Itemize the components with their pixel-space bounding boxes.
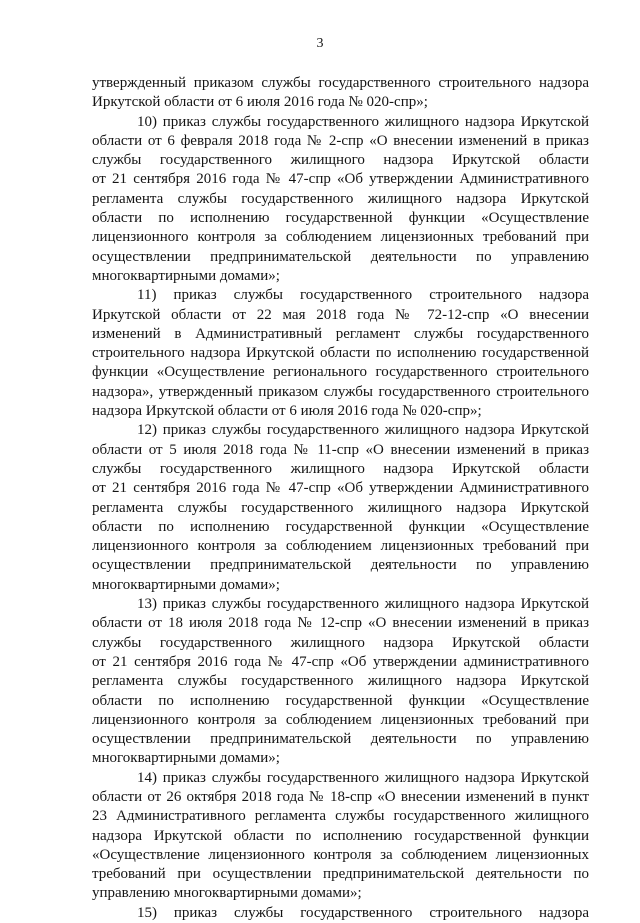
text-line: службы государственного жилищного надзора Иркутской области — [92, 152, 589, 169]
text-line: области от 5 июля 2018 года № 11-спр «О внесении изменений в приказ — [92, 441, 589, 458]
text-line: 23 Административного регламента службы государственного жилищного — [92, 808, 589, 825]
text-line: области по исполнению государственной функции «Осуществление — [92, 518, 589, 535]
text-line: от 21 сентября 2016 года № 47-спр «Об утверждении административного — [92, 653, 589, 670]
text-line: области по исполнению государственной функции «Осуществление — [92, 210, 589, 227]
text-line: области от 18 июля 2018 года № 12-спр «О внесении изменений в приказ — [92, 615, 589, 632]
text-line: службы государственного жилищного надзора Иркутской области — [92, 460, 589, 477]
text-line: требований при осуществлении предпринимательской деятельности по — [92, 866, 589, 883]
document-body — [92, 74, 589, 923]
text-line: функции «Осуществление регионального государственного строительного — [92, 364, 589, 381]
text-line: лицензионного контроля за соблюдением лицензионных требований при — [92, 229, 589, 246]
text-line: лицензионного контроля за соблюдением лицензионных требований при — [92, 711, 589, 728]
list-item-12 — [92, 421, 589, 595]
text-line: осуществлении предпринимательской деятельности по управлению — [92, 248, 589, 265]
text-line: изменений в Административный регламент службы государственного — [92, 325, 589, 342]
text-line: многоквартирными домами»; — [92, 576, 280, 593]
page-number: 3 — [316, 36, 324, 51]
text-line: строительного надзора Иркутской области по исполнению государственной — [92, 345, 589, 362]
text-line: осуществлении предпринимательской деятельности по управлению — [92, 731, 589, 748]
text-line: многоквартирными домами»; — [92, 750, 280, 767]
text-line: регламента службы государственного жилищного надзора Иркутской — [92, 190, 589, 207]
text-line: 12) приказ службы государственного жилищного надзора Иркутской — [137, 422, 589, 439]
text-line: области от 6 февраля 2018 года № 2-спр «О внесении изменений в приказ — [92, 132, 589, 149]
text-line: области по исполнению государственной функции «Осуществление — [92, 692, 589, 709]
text-line: многоквартирными домами»; — [92, 267, 280, 284]
text-line: регламента службы государственного жилищного надзора Иркутской — [92, 673, 589, 690]
text-line: управлению многоквартирными домами»; — [92, 885, 362, 902]
text-line: службы государственного жилищного надзора Иркутской области — [92, 634, 589, 651]
text-line: надзора», утвержденный приказом службы государственного строительного — [92, 383, 589, 400]
text-line: от 21 сентября 2016 года № 47-спр «Об утверждении Административного — [92, 171, 589, 188]
paragraph-continuation — [92, 74, 589, 113]
text-line: 11) приказ службы государственного строительного надзора — [137, 287, 589, 304]
list-item-11 — [92, 286, 589, 421]
text-line: надзора Иркутской области по исполнению государственной функции — [92, 827, 589, 844]
text-line: 13) приказ службы государственного жилищного надзора Иркутской — [137, 596, 589, 613]
list-item-13 — [92, 595, 589, 769]
text-line: надзора Иркутской области от 6 июля 2016 года № 020-спр»; — [92, 403, 482, 420]
text-line: 10) приказ службы государственного жилищного надзора Иркутской — [137, 113, 589, 130]
list-item-14 — [92, 769, 589, 904]
text-line: «Осуществление лицензионного контроля за соблюдением лицензионных — [92, 846, 589, 863]
text-line: Иркутской области от 22 мая 2018 года № 72-12-спр «О внесении — [92, 306, 589, 323]
text-line: лицензионного контроля за соблюдением лицензионных требований при — [92, 538, 589, 555]
text-line: 15) приказ службы государственного строительного надзора — [137, 904, 589, 921]
text-line: 14) приказ службы государственного жилищного надзора Иркутской — [137, 769, 589, 786]
text-line: утвержденный приказом службы государственного строительного надзора — [92, 75, 589, 91]
text-line: регламента службы государственного жилищного надзора Иркутской — [92, 499, 589, 516]
list-item-10 — [92, 113, 589, 287]
text-line: от 21 сентября 2016 года № 47-спр «Об утверждении Административного — [92, 480, 589, 497]
text-line: области от 26 октября 2018 года № 18-спр «О внесении изменений в пункт — [92, 788, 589, 805]
text-line: Иркутской области от 6 июля 2016 года № 020-спр»; — [92, 94, 428, 111]
list-item-15 — [92, 904, 589, 923]
text-line: осуществлении предпринимательской деятельности по управлению — [92, 557, 589, 574]
